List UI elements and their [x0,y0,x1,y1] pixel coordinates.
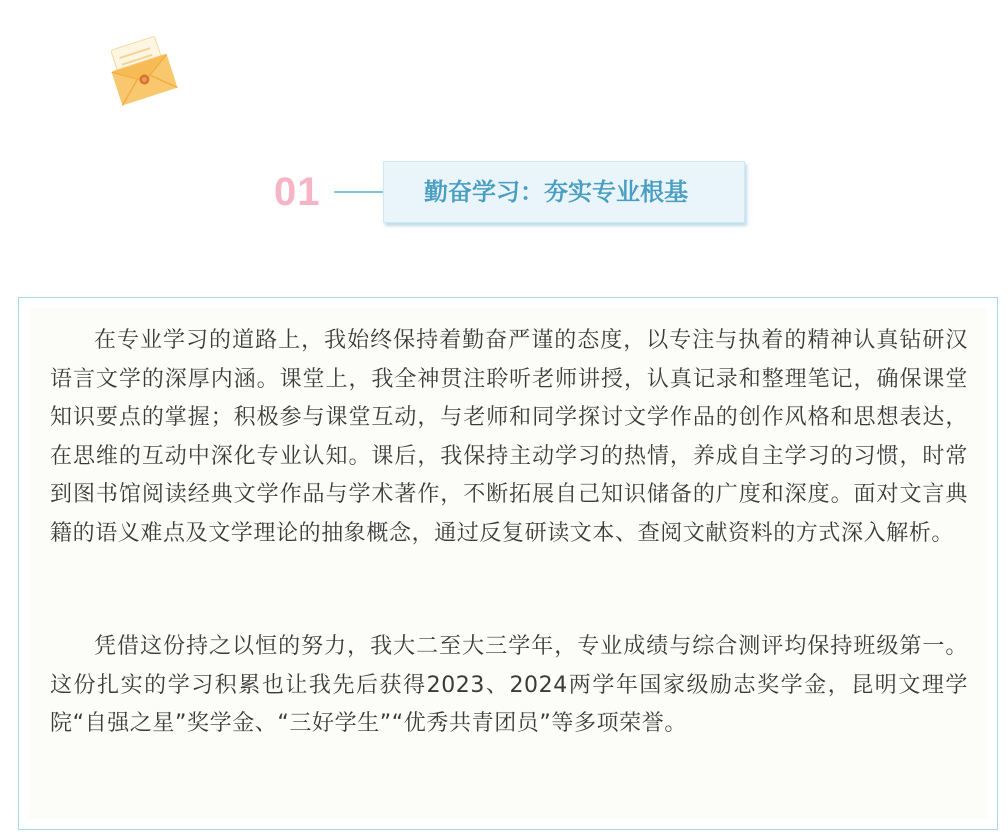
body-paragraph-2: 凭借这份持之以恒的努力，我大二至大三学年，专业成绩与综合测评均保持班级第一。这份扎实的学习积累也让我先后获得2023、2024两学年国家级励志奖学金，昆明文理学院“自强之星”奖学金、“三好学生”“优秀共青团员”等多项荣誉。 [50,634,968,737]
content-panel [29,308,987,819]
envelope-icon [104,32,178,106]
body-paragraph-1: 在专业学习的道路上，我始终保持着勤奋严谨的态度，以专注与执着的精神认真钻研汉语言文学的深厚内涵。课堂上，我全神贯注聆听老师讲授，认真记录和整理笔记，确保课堂知识要点的掌握；积极参与课堂互动，与老师和同学探讨文学作品的创作风格和思想表达，在思维的互动中深化专业认知。课后，我保持主动学习的热情，养成自主学习的习惯，时常到图书馆阅读经典文学作品与学术著作，不断拓展自己知识储备的广度和深度。面对文言典籍的语义难点及文学理论的抽象概念，通过反复研读文本、查阅文献资料的方式深入解析。 [50,328,968,546]
section-title: 勤奋学习：夯实专业根基 [424,178,688,206]
section-title-box [383,161,745,223]
content-frame [18,297,998,830]
section-number: 01 [274,170,321,214]
